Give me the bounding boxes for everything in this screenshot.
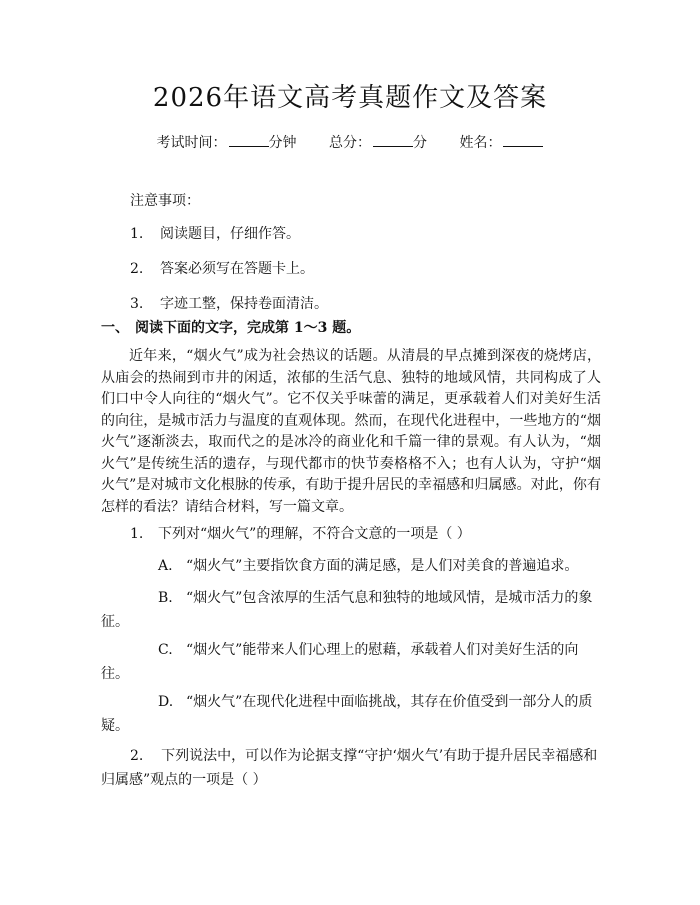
option-label: C. [158, 642, 173, 658]
question-number: 2. [130, 748, 144, 764]
exam-time-blank [229, 132, 269, 147]
reading-passage: 近年来，“烟火气”成为社会热议的话题。从清晨的早点摊到深夜的烧烤店，从庙会的热闹到市井的闲适，浓郁的生活气息、独特的地域风情，共同构成了人们口中令人向往的“烟火气”。它不仅关乎味蕾的满足，更承载着人们对美好生活的向往，是城市活力与温度的直观体现。然而，在现代化进程中，一些地方的“烟火气”逐渐淡去，取而代之的是冰冷的商业化和千篇一律的景观。有人认为，“烟火气”是传统生活的遗存，与现代都市的快节奏格格不入；也有人认为，守护“烟火气”是对城市文化根脉的传承，有助于提升居民的幸福感和归属感。对此，你有怎样的看法？请结合材料，写一篇文章。 [101, 348, 601, 515]
option-text: “烟火气”在现代化进程中面临挑战，其存在价值受到一部分人的质疑。 [101, 694, 593, 734]
notice-list [130, 224, 328, 329]
option-c [101, 638, 601, 686]
notice-item [130, 224, 328, 244]
question-text: 下列说法中，可以作为论据支撑“守护‘烟火气’有助于提升居民幸福感和归属感”观点的一项是（ ） [101, 748, 598, 788]
total-score-field [329, 132, 427, 153]
total-score-blank [373, 132, 413, 147]
option-text: “烟火气”能带来人们心理上的慰藉，承载着人们对美好生活的向往。 [101, 642, 579, 682]
option-label: D. [158, 694, 174, 710]
option-text: “烟火气”主要指饮食方面的满足感，是人们对美食的普遍追求。 [186, 558, 579, 574]
name-label: 姓名： [459, 135, 502, 151]
option-d [101, 690, 601, 738]
exam-time-label: 考试时间： [156, 135, 227, 151]
notice-item-number: 1. [130, 226, 144, 242]
exam-time-unit: 分钟 [268, 135, 297, 151]
question-2-stem [101, 744, 601, 792]
section-number: 一、 [101, 320, 129, 336]
notice-heading: 注意事项： [130, 193, 200, 209]
exam-time-field [157, 132, 297, 153]
notice-item-text: 字迹工整，保持卷面清洁。 [160, 296, 328, 312]
option-text: “烟火气”包含浓厚的生活气息和独特的地域风情，是城市活力的象征。 [101, 590, 593, 630]
notice-item [130, 259, 328, 279]
notice-item-text: 答案必须写在答题卡上。 [160, 261, 314, 277]
notice-item [130, 294, 328, 314]
question-1-stem [130, 524, 471, 544]
page-title: 2026年语文高考真题作文及答案 [152, 83, 548, 113]
question-text: 下列对“烟火气”的理解，不符合文意的一项是（ ） [158, 526, 471, 542]
notice-item-number: 3. [130, 296, 144, 312]
total-score-label: 总分： [329, 135, 371, 151]
name-field [459, 132, 543, 153]
option-b [101, 586, 601, 634]
section-heading [101, 318, 360, 338]
notice-item-number: 2. [130, 261, 144, 277]
option-label: B. [158, 590, 173, 606]
name-blank [503, 132, 543, 147]
section-title: 阅读下面的文字，完成第 1～3 题。 [135, 320, 361, 336]
exam-info-line [0, 132, 700, 153]
notice-item-text: 阅读题目，仔细作答。 [160, 226, 300, 242]
total-score-unit: 分 [413, 135, 427, 151]
option-a [101, 554, 601, 578]
option-label: A. [158, 558, 173, 574]
question-number: 1. [130, 526, 144, 542]
